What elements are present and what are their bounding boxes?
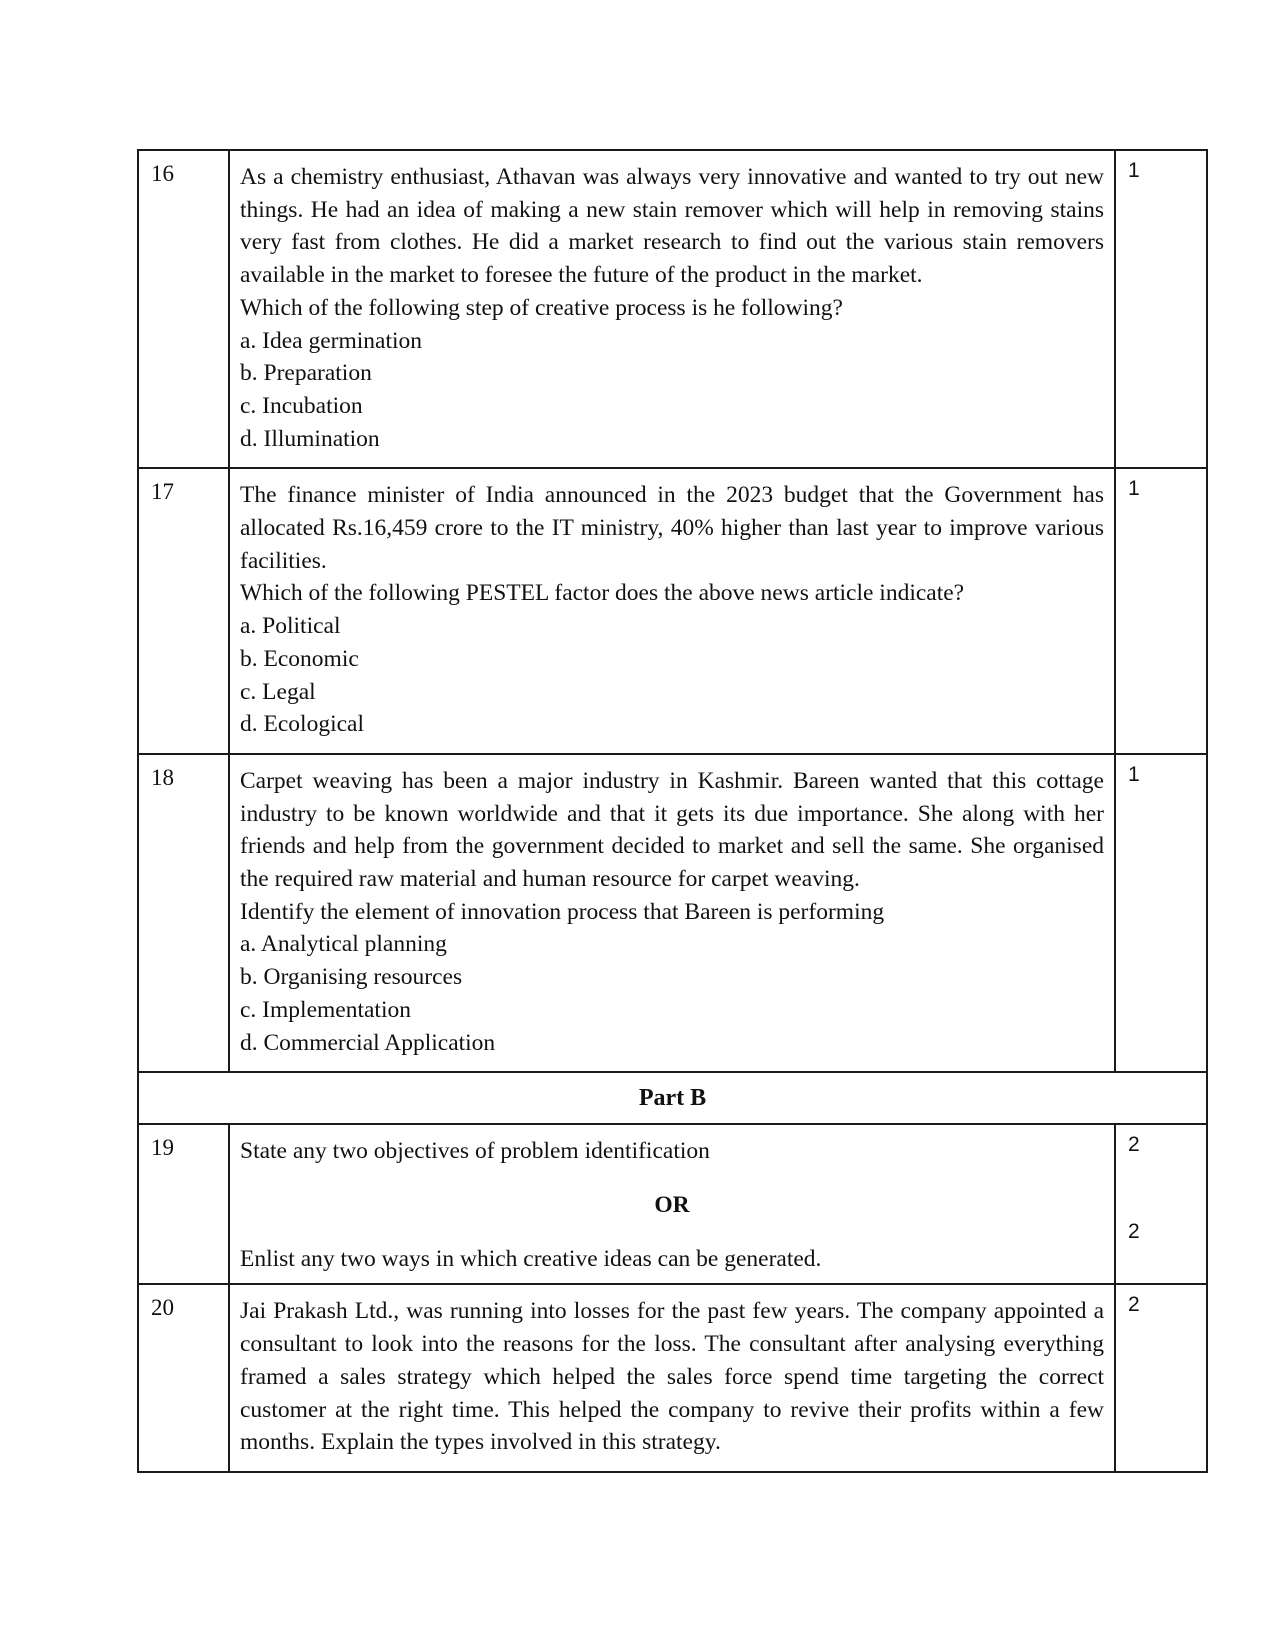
question-prompt: Which of the following PESTEL factor does the above news article indicate? xyxy=(240,580,965,607)
option-a: a. Political xyxy=(240,613,341,640)
question-stem: As a chemistry enthusiast, Athavan was always very innovative and wanted to try out new things. He had an idea of making a new stain remover which will help in removing stains very fast from clothes. He did a market research to find out the various stain removers available in the market to foresee the future of the product in the market. xyxy=(240,164,1104,289)
question-row xyxy=(138,468,1207,754)
question-prompt: Which of the following step of creative process is he following? xyxy=(240,294,843,321)
question-body xyxy=(229,1284,1115,1472)
question-number: 16 xyxy=(138,150,229,468)
question-marks: 2 xyxy=(1115,1284,1207,1472)
option-b: b. Organising resources xyxy=(240,964,463,991)
alternative-question-marks: 2 xyxy=(1128,1220,1140,1244)
question-table xyxy=(137,149,1208,1473)
option-d: d. Commercial Application xyxy=(240,1029,496,1056)
question-text: State any two objectives of problem identification xyxy=(240,1138,710,1165)
question-marks: 1 xyxy=(1115,468,1207,754)
question-number: 20 xyxy=(138,1284,229,1472)
option-a: a. Idea germination xyxy=(240,327,423,354)
section-heading-row xyxy=(138,1072,1207,1124)
question-prompt: Identify the element of innovation process that Bareen is performing xyxy=(240,898,885,925)
question-marks: 2 xyxy=(1128,1133,1140,1157)
option-d: d. Illumination xyxy=(240,425,380,452)
question-body xyxy=(229,754,1115,1072)
option-a: a. Analytical planning xyxy=(240,931,447,958)
question-number: 19 xyxy=(138,1124,229,1284)
or-separator: OR xyxy=(654,1191,690,1218)
option-c: c. Incubation xyxy=(240,392,363,419)
question-row xyxy=(138,1124,1207,1284)
question-marks-cell xyxy=(1115,1124,1207,1284)
question-stem: The finance minister of India announced in the 2023 budget that the Government has allocated Rs.16,459 crore to the IT ministry, 40% higher than last year to improve various facilities. xyxy=(240,482,1104,574)
question-number: 18 xyxy=(138,754,229,1072)
option-b: b. Preparation xyxy=(240,360,372,387)
question-text: Jai Prakash Ltd., was running into losses for the past few years. The company appointed a consultant to look into the reasons for the loss. The consultant after analysing everything framed a sales strategy which helped the sales force spend time targeting the correct customer at the right time. This helped the company to revive their profits within a few months. Explain the types involved in this strategy. xyxy=(240,1298,1104,1456)
question-row xyxy=(138,754,1207,1072)
question-body xyxy=(229,468,1115,754)
option-b: b. Economic xyxy=(240,645,359,672)
question-row xyxy=(138,1284,1207,1472)
question-stem: Carpet weaving has been a major industry in Kashmir. Bareen wanted that this cottage industry to be known worldwide and that it gets its due importance. She along with her friends and help from the government decided to market and sell the same. She organised the required raw material and human resource for carpet weaving. xyxy=(240,767,1104,893)
section-title: Part B xyxy=(138,1072,1207,1124)
alternative-question-text: Enlist any two ways in which creative ideas can be generated. xyxy=(240,1245,822,1272)
question-number: 17 xyxy=(138,468,229,754)
question-marks: 1 xyxy=(1115,150,1207,468)
option-c: c. Legal xyxy=(240,678,316,705)
option-d: d. Ecological xyxy=(240,711,364,738)
question-body xyxy=(229,150,1115,468)
question-row xyxy=(138,150,1207,468)
question-body xyxy=(229,1124,1115,1284)
question-marks: 1 xyxy=(1115,754,1207,1072)
option-c: c. Implementation xyxy=(240,996,411,1023)
